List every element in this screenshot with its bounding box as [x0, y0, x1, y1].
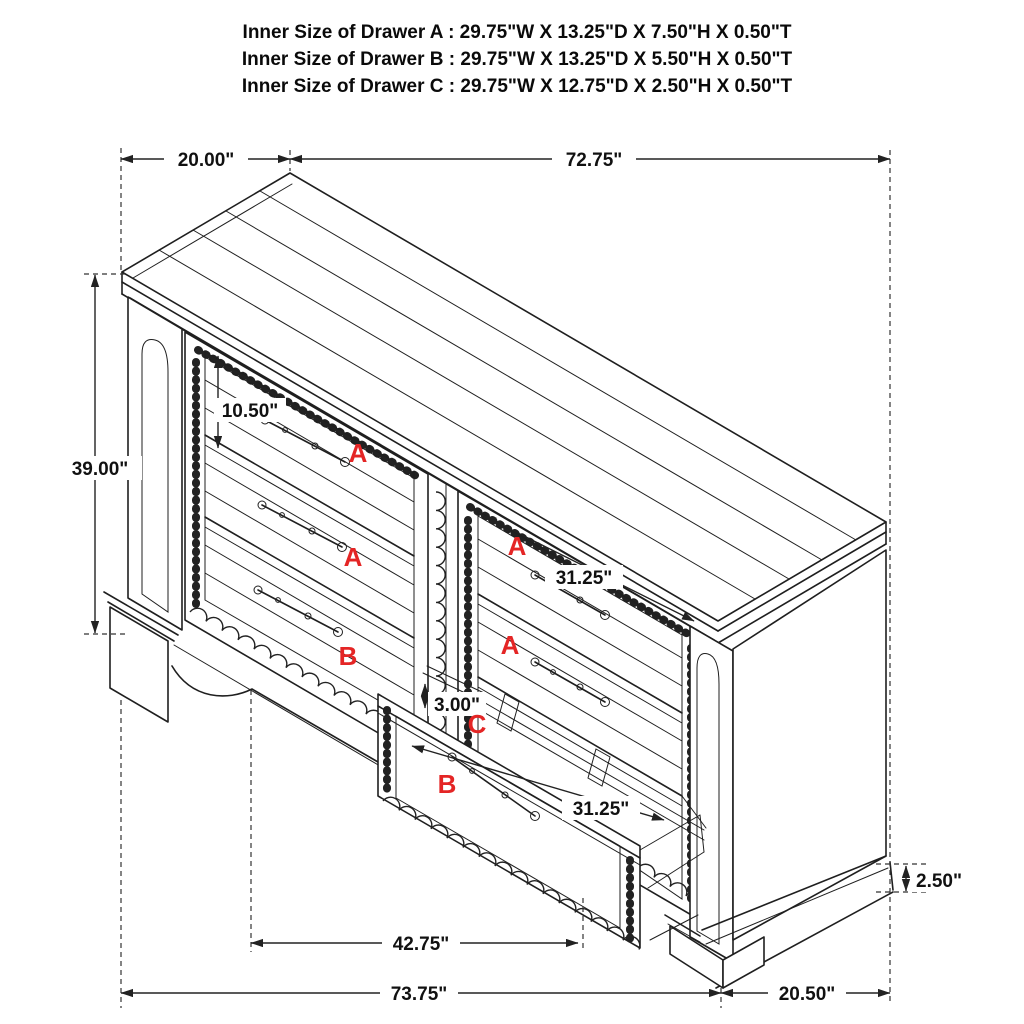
dim-top-depth: 20.00" — [177, 150, 235, 171]
dim-top-width: 72.75" — [565, 150, 623, 171]
dim-drawer-width-open: 31.25" — [572, 799, 630, 820]
dim-drawer-width-upper: 31.25" — [555, 568, 613, 589]
label-drawer-left-top: A — [348, 438, 368, 468]
label-drawer-open-front: B — [437, 769, 457, 799]
dim-base-depth: 20.50" — [778, 984, 836, 1005]
label-drawer-left-middle: A — [343, 542, 363, 572]
header-drawer-a-size: Inner Size of Drawer A : 29.75"W X 13.25"D X 7.50"H X 0.50"T — [242, 22, 792, 43]
label-drawer-left-bottom: B — [338, 641, 358, 671]
label-drawer-right-middle: A — [500, 630, 520, 660]
dim-height: 39.00" — [71, 459, 129, 480]
dim-gap: 3.00" — [434, 695, 480, 716]
dim-base-height: 2.50" — [916, 871, 962, 892]
label-drawer-open-interior: C — [467, 709, 487, 739]
header-drawer-c-size: Inner Size of Drawer C : 29.75"W X 12.75"D X 2.50"H X 0.50"T — [241, 76, 793, 97]
header — [242, 22, 793, 97]
dim-opening-width: 42.75" — [392, 934, 450, 955]
label-drawer-right-top: A — [507, 531, 527, 561]
dim-base-width: 73.75" — [390, 984, 448, 1005]
header-drawer-b-size: Inner Size of Drawer B : 29.75"W X 13.25"D X 5.50"H X 0.50"T — [241, 49, 793, 70]
dim-drawer-front-height: 10.50" — [221, 401, 279, 422]
